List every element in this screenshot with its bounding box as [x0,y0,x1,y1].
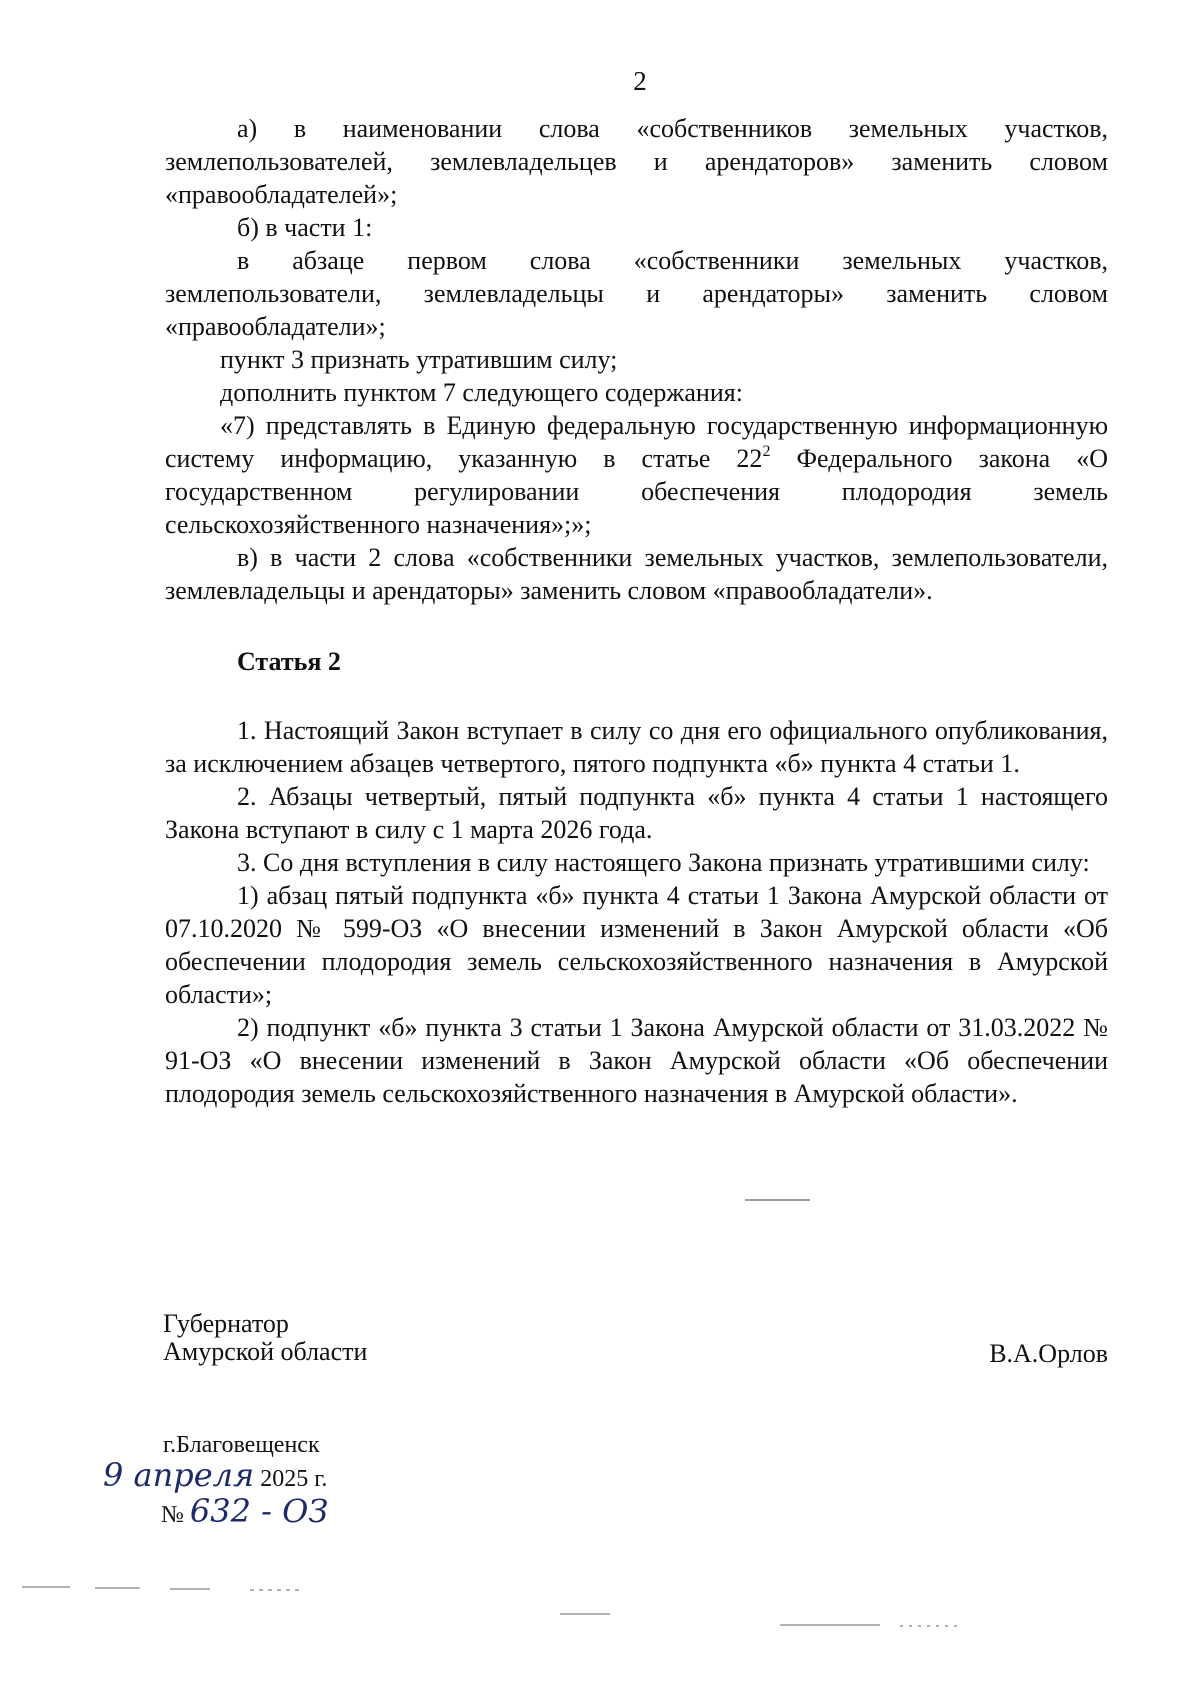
punkt-7-text-end: Федерального закона «О государственном регулировании обеспечения плодородия земель сельскохозяйственного назначения»;»; [165,444,1108,539]
city: г.Благовещенск [163,1432,320,1458]
page-number: 2 [633,66,647,96]
signer-title-line1: Губернатор [163,1309,289,1338]
number-label: № [161,1502,184,1528]
article-2-item-3: 3. Со дня вступления в силу настоящего Закона признать утратившими силу: [237,848,1090,877]
paragraph-b-first-abzac: в абзаце первом слова «собственники земельных участков, землепользователи, землевладельцы и арендаторы» заменить словом «правообладатели»; [165,246,1108,341]
article-2-item-1: 1. Настоящий Закон вступает в силу со дня его официального опубликования, за исключением абзацев четвертого, пятого подпункта «б» пункта 4 статьи 1. [165,716,1108,778]
paragraph-v: в) в части 2 слова «собственники земельных участков, землепользователи, землевладельцы и арендаторы» заменить словом «правообладатели». [165,543,1108,605]
signer-name: В.А.Орлов [989,1339,1108,1368]
handwritten-date: 9 апреля [103,1456,255,1494]
article-superscript: 2 [762,443,771,460]
article-2-subitem-2: 2) подпункт «б» пункта 3 статьи 1 Закона Амурской области от 31.03.2022 № 91-ОЗ «О внесении изменений в Закон Амурской области «Об обеспечении плодородия земель сельскохозяйственного назначения в Амурской области». [165,1013,1108,1108]
punkt-7-text: «7) представлять в Единую федеральную государственную информационную систему информацию, указанную в статье 22 [165,411,1108,473]
paragraph-supplement: дополнить пунктом 7 следующего содержания: [220,378,743,407]
article-2-heading: Статья 2 [237,647,341,676]
article-2-subitem-1: 1) абзац пятый подпункта «б» пункта 4 статьи 1 Закона Амурской области от 07.10.2020 № 599-ОЗ «О внесении изменений в Закон Амурской области «Об обеспечении плодородия земель сельскохозяйственного назначения в Амурской области»; [165,881,1108,1009]
article-2-item-2: 2. Абзацы четвертый, пятый подпункта «б» пункта 4 статьи 1 настоящего Закона вступают в силу с 1 марта 2026 года. [165,782,1108,844]
signer-title-line2: Амурской области [163,1337,368,1366]
paragraph-a: а) в наименовании слова «собственников земельных участков, землепользователей, землевладельцев и арендаторов» заменить словом «правообладателей»; [165,114,1108,209]
paragraph-punkt-3: пункт 3 признать утратившим силу; [220,345,618,374]
paragraph-b: б) в части 1: [237,213,373,242]
year: 2025 г. [260,1466,328,1492]
handwritten-number: 632 - ОЗ [189,1492,329,1530]
